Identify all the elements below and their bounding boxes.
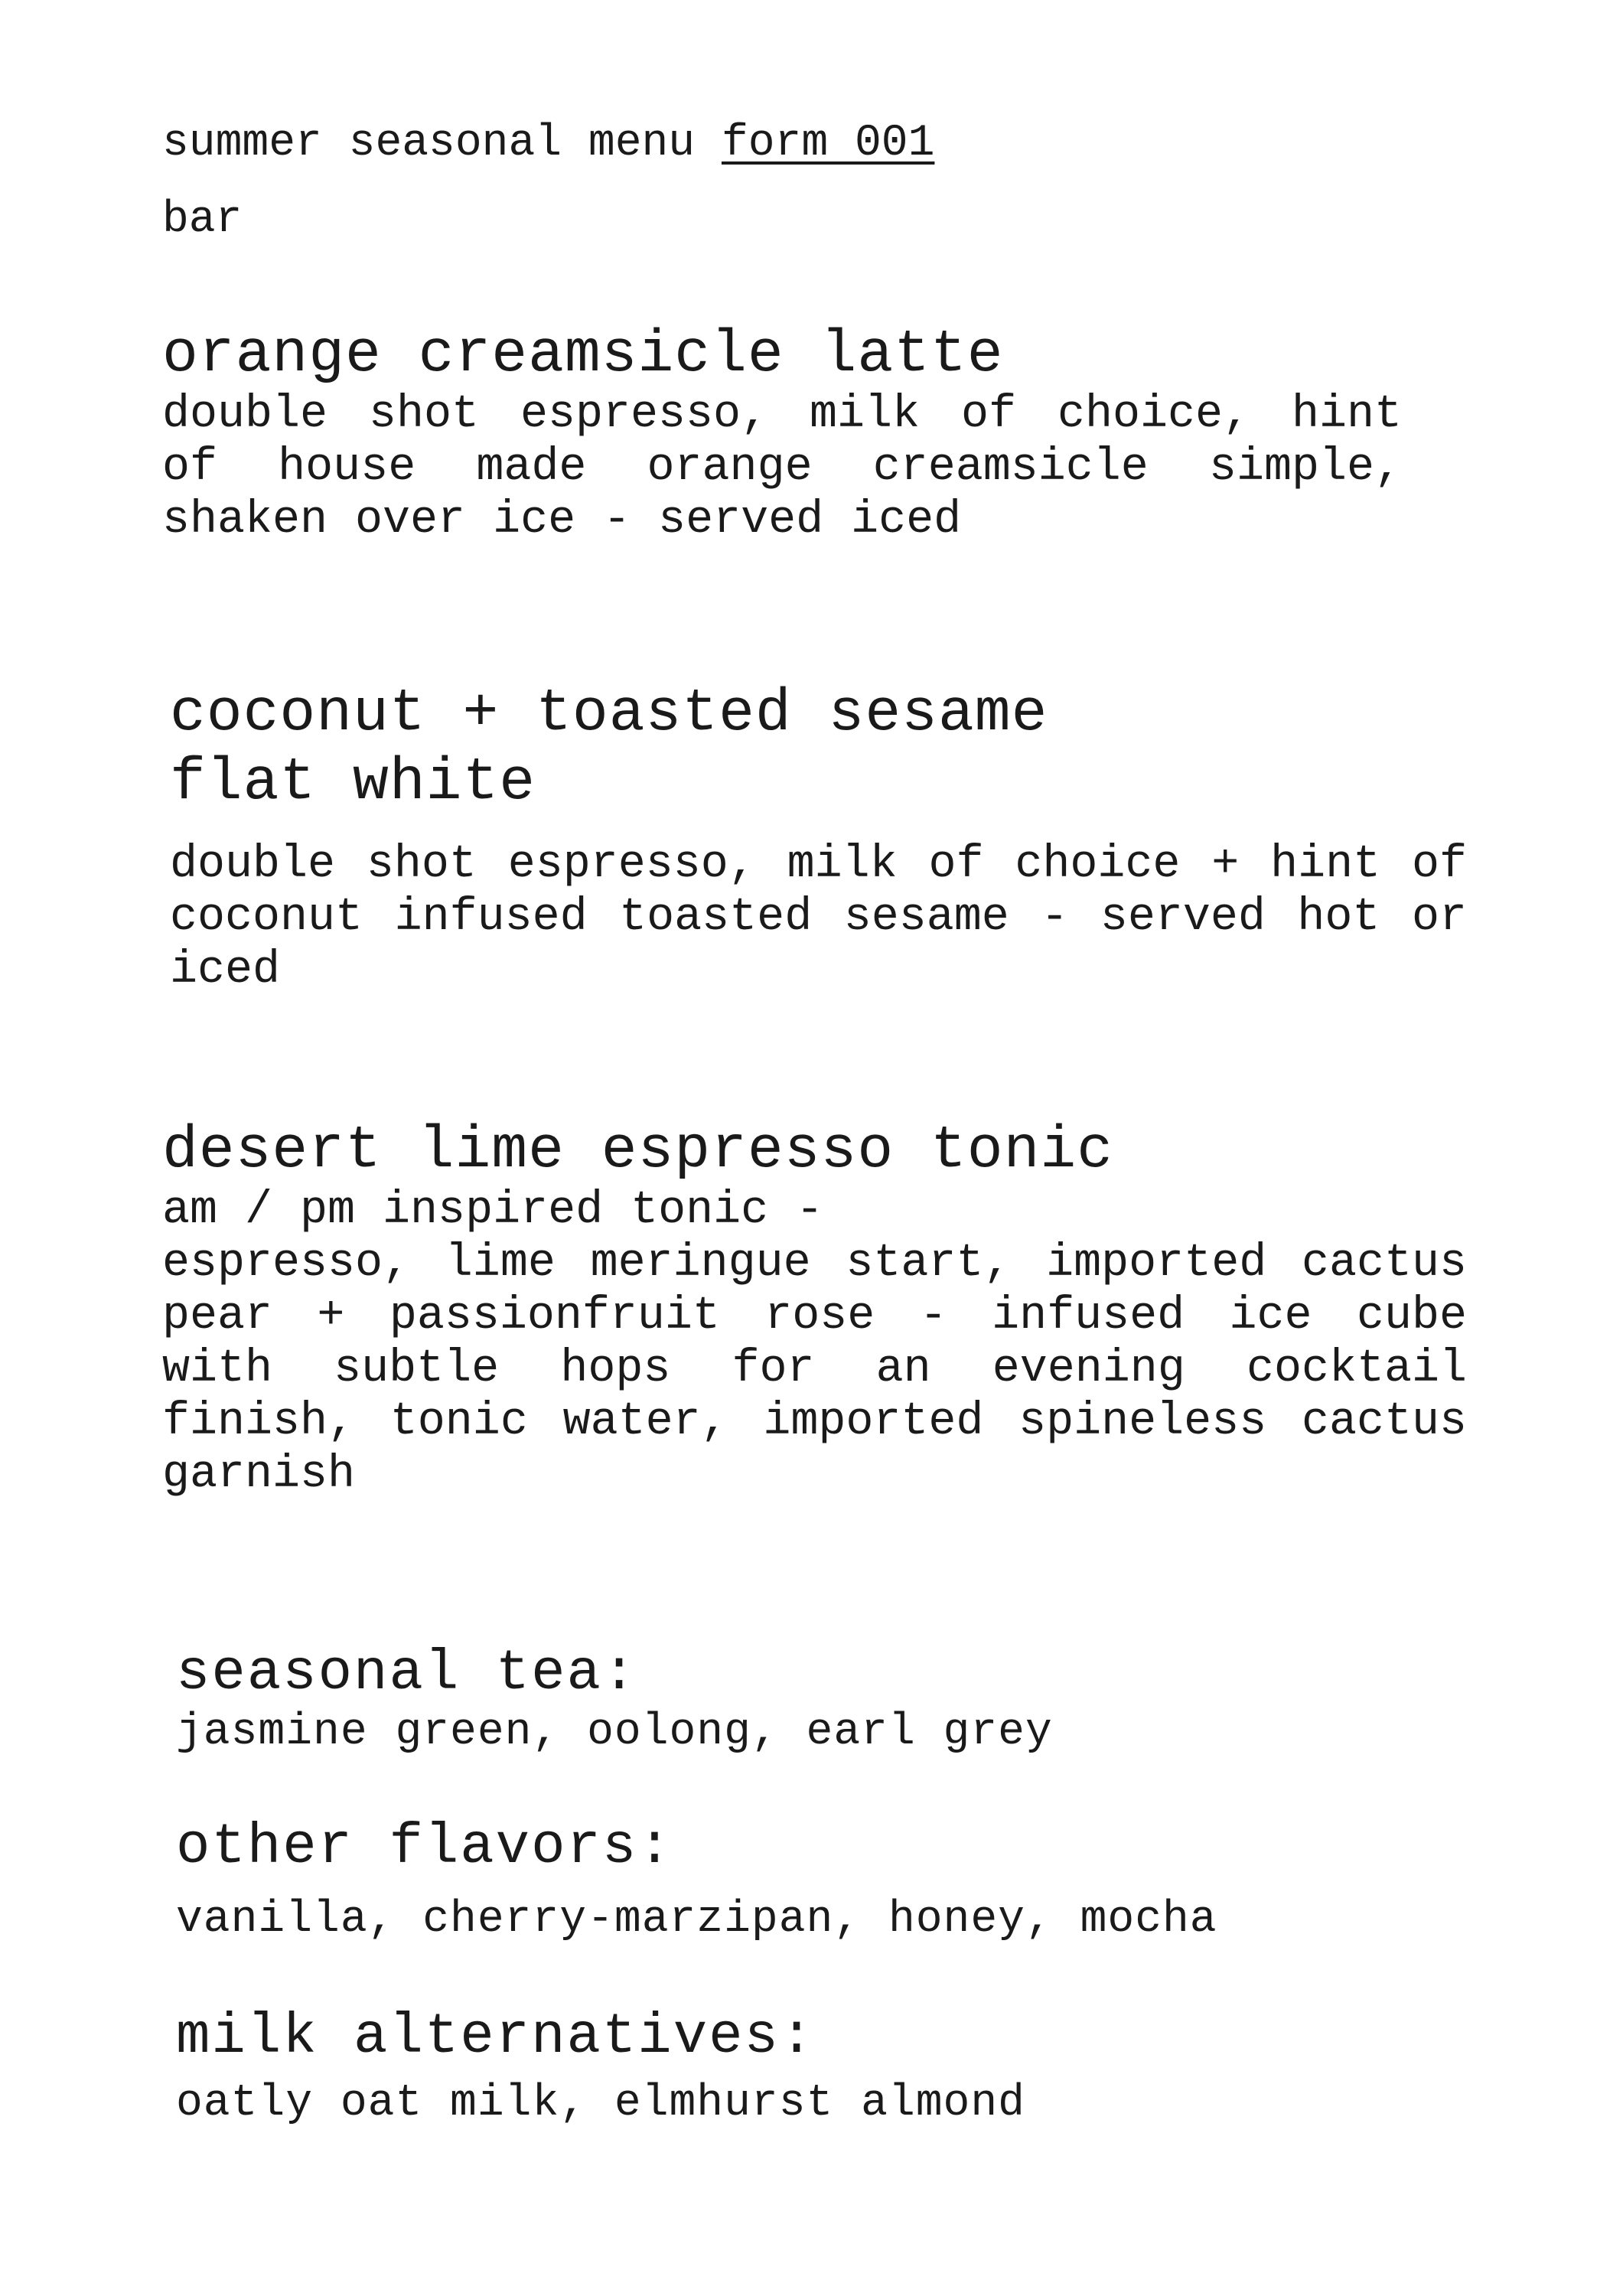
item-subtitle: am / pm inspired tonic - bbox=[162, 1185, 824, 1237]
item-description: double shot espresso, milk of choice + hint of coconut infused toasted sesame - served hot or iced bbox=[170, 839, 1467, 996]
item-title-line-2: flat white bbox=[170, 749, 536, 817]
menu-title: summer seasonal menu bbox=[162, 119, 696, 168]
section-list: vanilla, cherry-marzipan, honey, mocha bbox=[176, 1895, 1217, 1945]
section-label: bar bbox=[162, 195, 243, 245]
section-title: milk alternatives: bbox=[176, 2005, 816, 2069]
section-list: oatly oat milk, elmhurst almond bbox=[176, 2079, 1025, 2128]
other-flavors-section bbox=[176, 1815, 1217, 1947]
menu-item-orange-creamsicle-latte bbox=[162, 321, 1402, 547]
item-title-line-1: coconut + toasted sesame bbox=[170, 680, 1048, 748]
item-description: double shot espresso, milk of choice, hint of house made orange creamsicle simple, shaken over ice - served iced bbox=[162, 389, 1402, 546]
item-title: orange creamsicle latte bbox=[162, 321, 1004, 389]
item-title: desert lime espresso tonic bbox=[162, 1117, 1113, 1185]
section-title: seasonal tea: bbox=[176, 1642, 638, 1706]
form-code: form 001 bbox=[721, 119, 935, 168]
section-list: jasmine green, oolong, earl grey bbox=[176, 1707, 1053, 1757]
item-description: espresso, lime meringue start, imported cactus pear + passionfruit rose - infused ice cube with subtle hops for an evening cocktail finish, tonic water, imported spineless cactus garnish bbox=[162, 1238, 1467, 1501]
item-title bbox=[170, 680, 1467, 817]
menu-item-desert-lime-espresso-tonic bbox=[162, 1117, 1467, 1502]
section-title: other flavors: bbox=[176, 1815, 673, 1880]
menu-header bbox=[162, 115, 934, 173]
menu-item-coconut-sesame-flat-white bbox=[170, 680, 1467, 997]
seasonal-tea-section bbox=[176, 1642, 1053, 1760]
milk-alternatives-section bbox=[176, 2005, 1025, 2131]
